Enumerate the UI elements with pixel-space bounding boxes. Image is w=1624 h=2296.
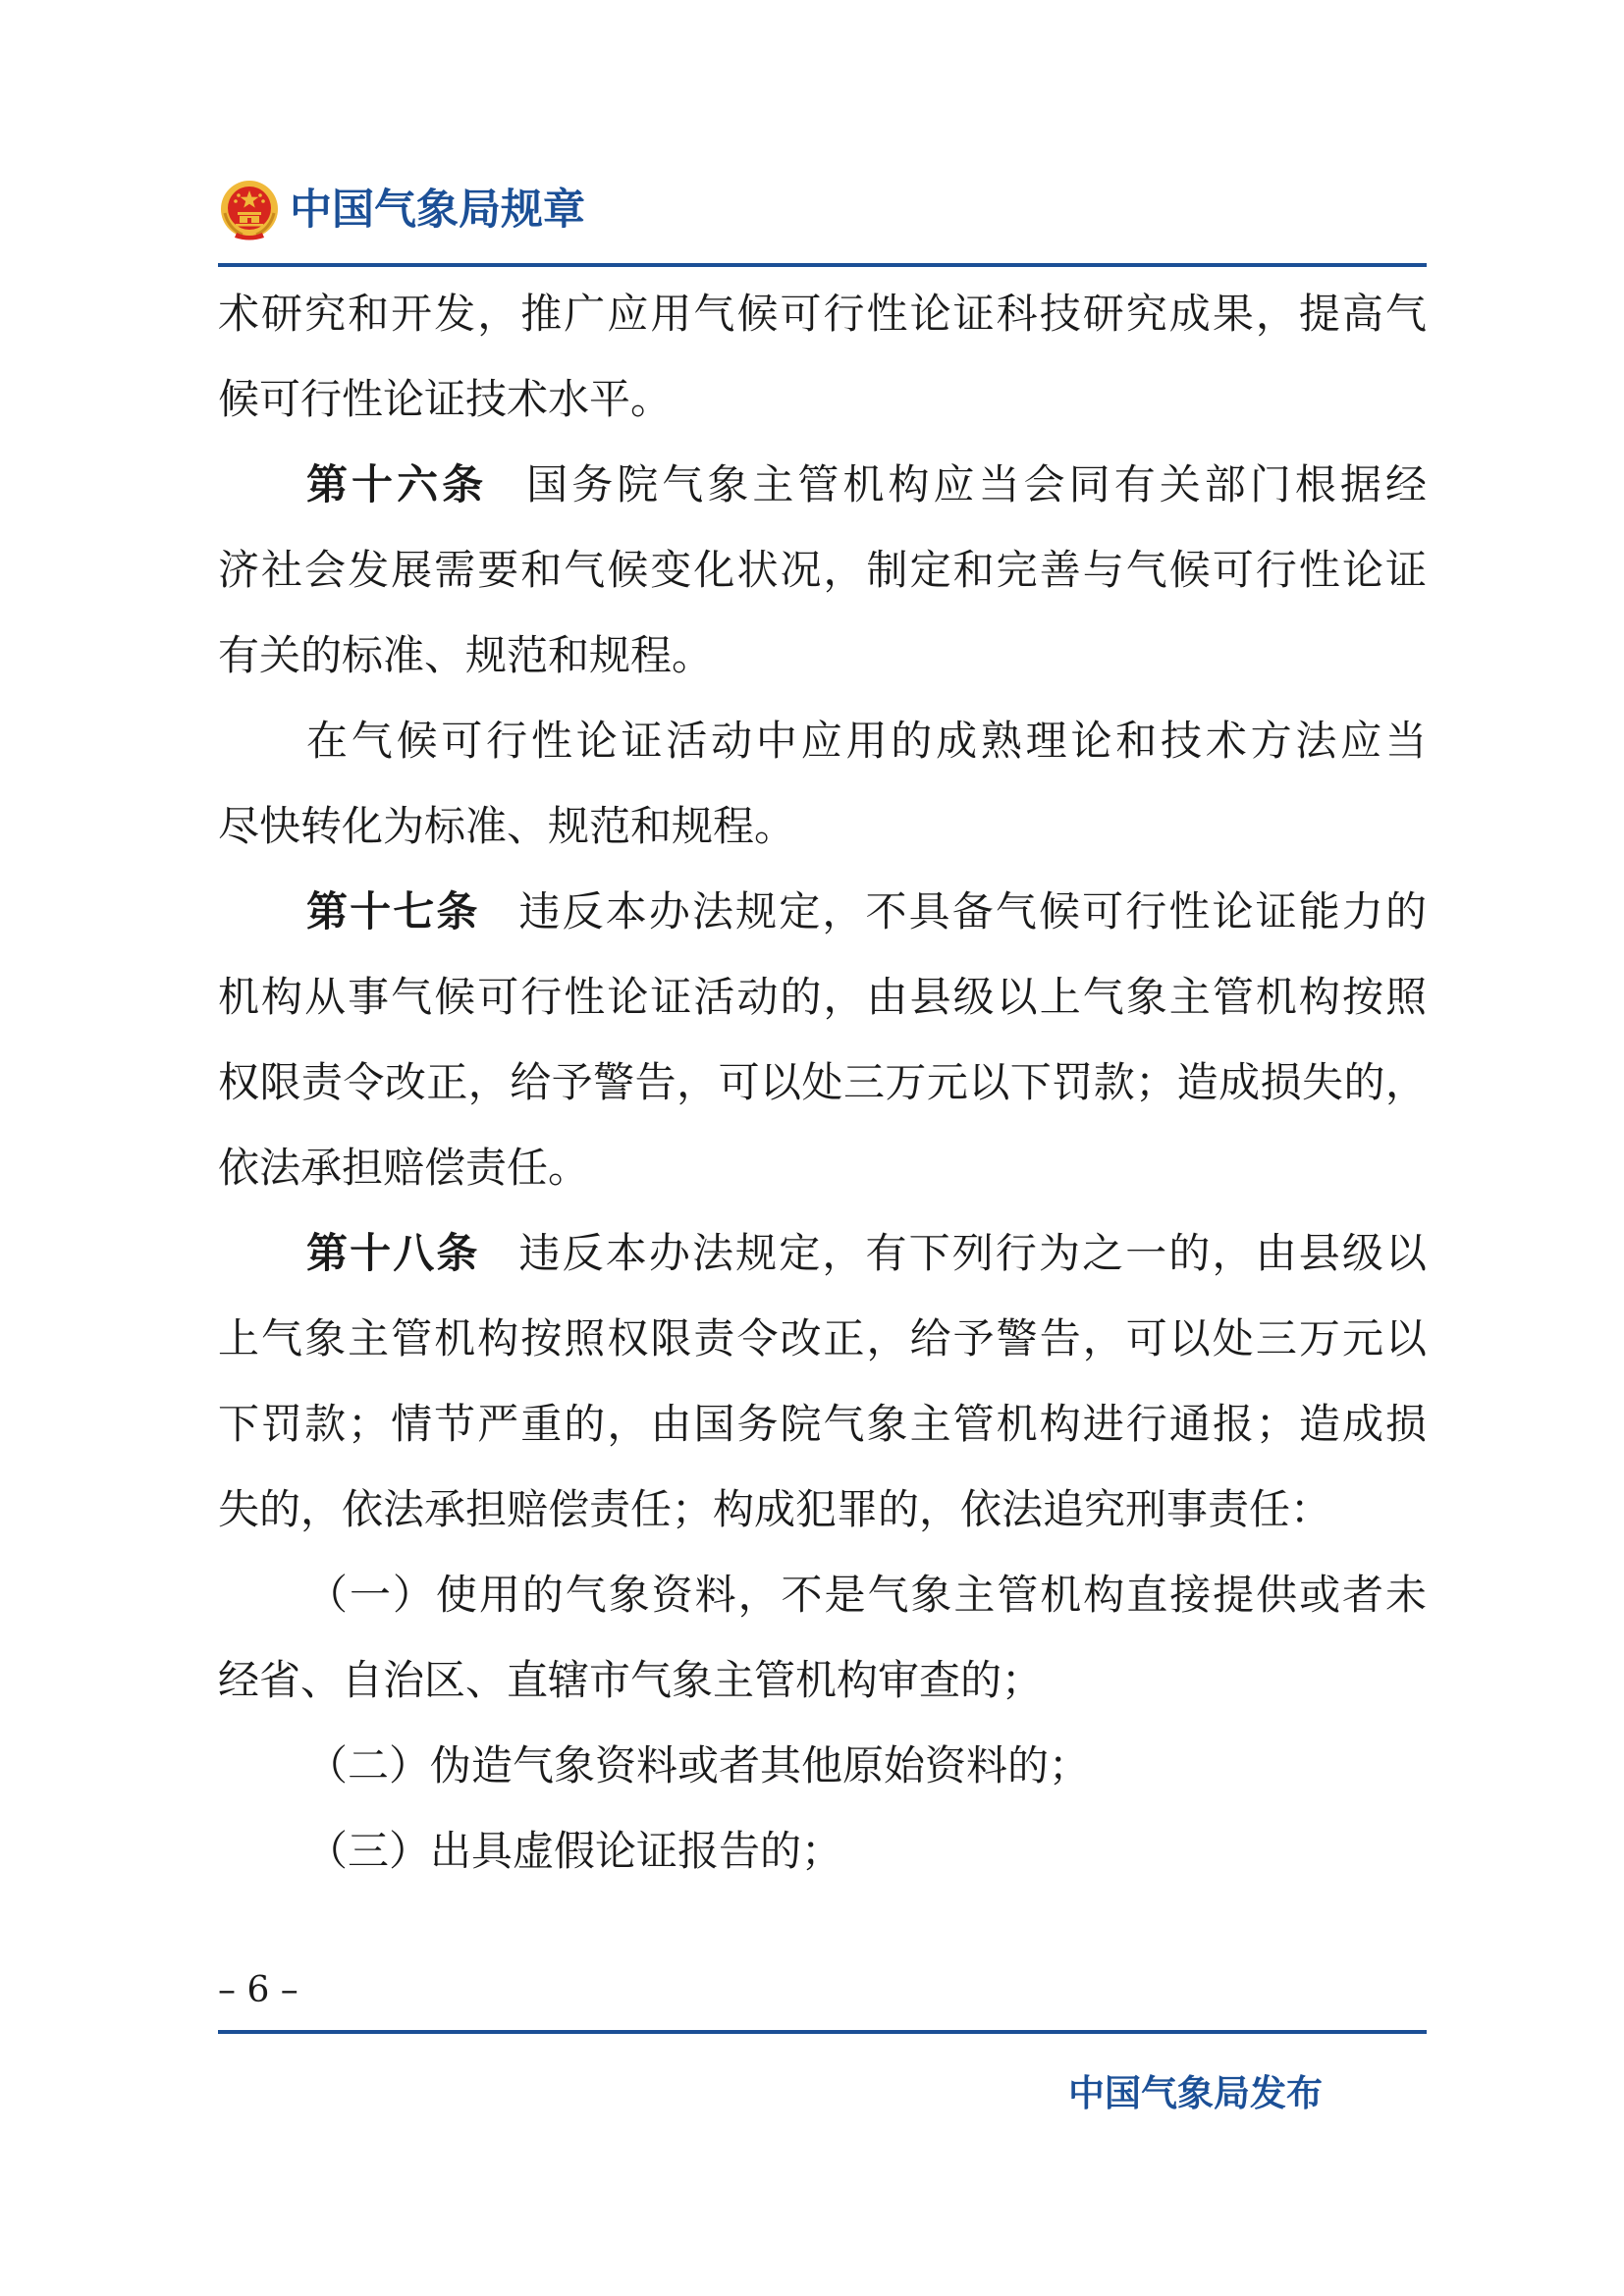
article-first-line: [218, 869, 1427, 954]
text-line: 经省、自治区、直辖市气象主管机构审查的；: [218, 1656, 1044, 1704]
article-first-line: [218, 442, 1427, 527]
text-segment: 国务院气象主管机构应当会同有关部门根据经: [526, 460, 1427, 508]
text-line: 下罚款；情节严重的，由国务院气象主管机构进行通报；造成损: [218, 1400, 1427, 1448]
text-line: 尽快转化为标准、规范和规程。: [218, 802, 796, 850]
text-line: 候可行性论证技术水平。: [218, 375, 673, 423]
article-first-line: [218, 1210, 1427, 1296]
article-heading: 第十八条: [306, 1229, 480, 1277]
page-header: [219, 180, 585, 240]
header-title: 中国气象局规章: [290, 186, 585, 235]
footer-divider: [218, 2030, 1427, 2034]
text-line: 机构从事气候可行性论证活动的，由县级以上气象主管机构按照: [218, 973, 1427, 1021]
article-heading: 第十六条: [306, 460, 488, 508]
text-line: 上气象主管机构按照权限责令改正，给予警告，可以处三万元以: [218, 1314, 1427, 1362]
national-emblem-icon: [219, 180, 280, 240]
page-number: – 6 –: [218, 1970, 298, 2010]
publisher-label: 中国气象局发布: [1068, 2072, 1323, 2114]
list-item-line: （二）伪造气象资料或者其他原始资料的；: [306, 1741, 1091, 1789]
header-divider: [218, 263, 1427, 267]
text-line: 权限责令改正，给予警告，可以处三万元以下罚款；造成损失的，: [218, 1058, 1427, 1106]
document-body: [218, 271, 1427, 1894]
list-item-line: （一）使用的气象资料，不是气象主管机构直接提供或者未: [306, 1571, 1427, 1619]
text-line: 有关的标准、规范和规程。: [218, 631, 714, 679]
text-segment: 违反本办法规定，有下列行为之一的，由县级以: [518, 1229, 1427, 1277]
text-segment: 违反本办法规定，不具备气候可行性论证能力的: [518, 887, 1427, 935]
text-line: 济社会发展需要和气候变化状况，制定和完善与气候可行性论证: [218, 546, 1427, 594]
list-item-line: （三）出具虚假论证报告的；: [306, 1827, 843, 1875]
text-line: 失的，依法承担赔偿责任；构成犯罪的，依法追究刑事责任：: [218, 1485, 1332, 1533]
text-line: 依法承担赔偿责任。: [218, 1144, 590, 1192]
article-heading: 第十七条: [306, 887, 480, 935]
text-line: 术研究和开发，推广应用气候可行性论证科技研究成果，提高气: [218, 290, 1427, 338]
text-line: 在气候可行性论证活动中应用的成熟理论和技术方法应当: [306, 717, 1427, 765]
